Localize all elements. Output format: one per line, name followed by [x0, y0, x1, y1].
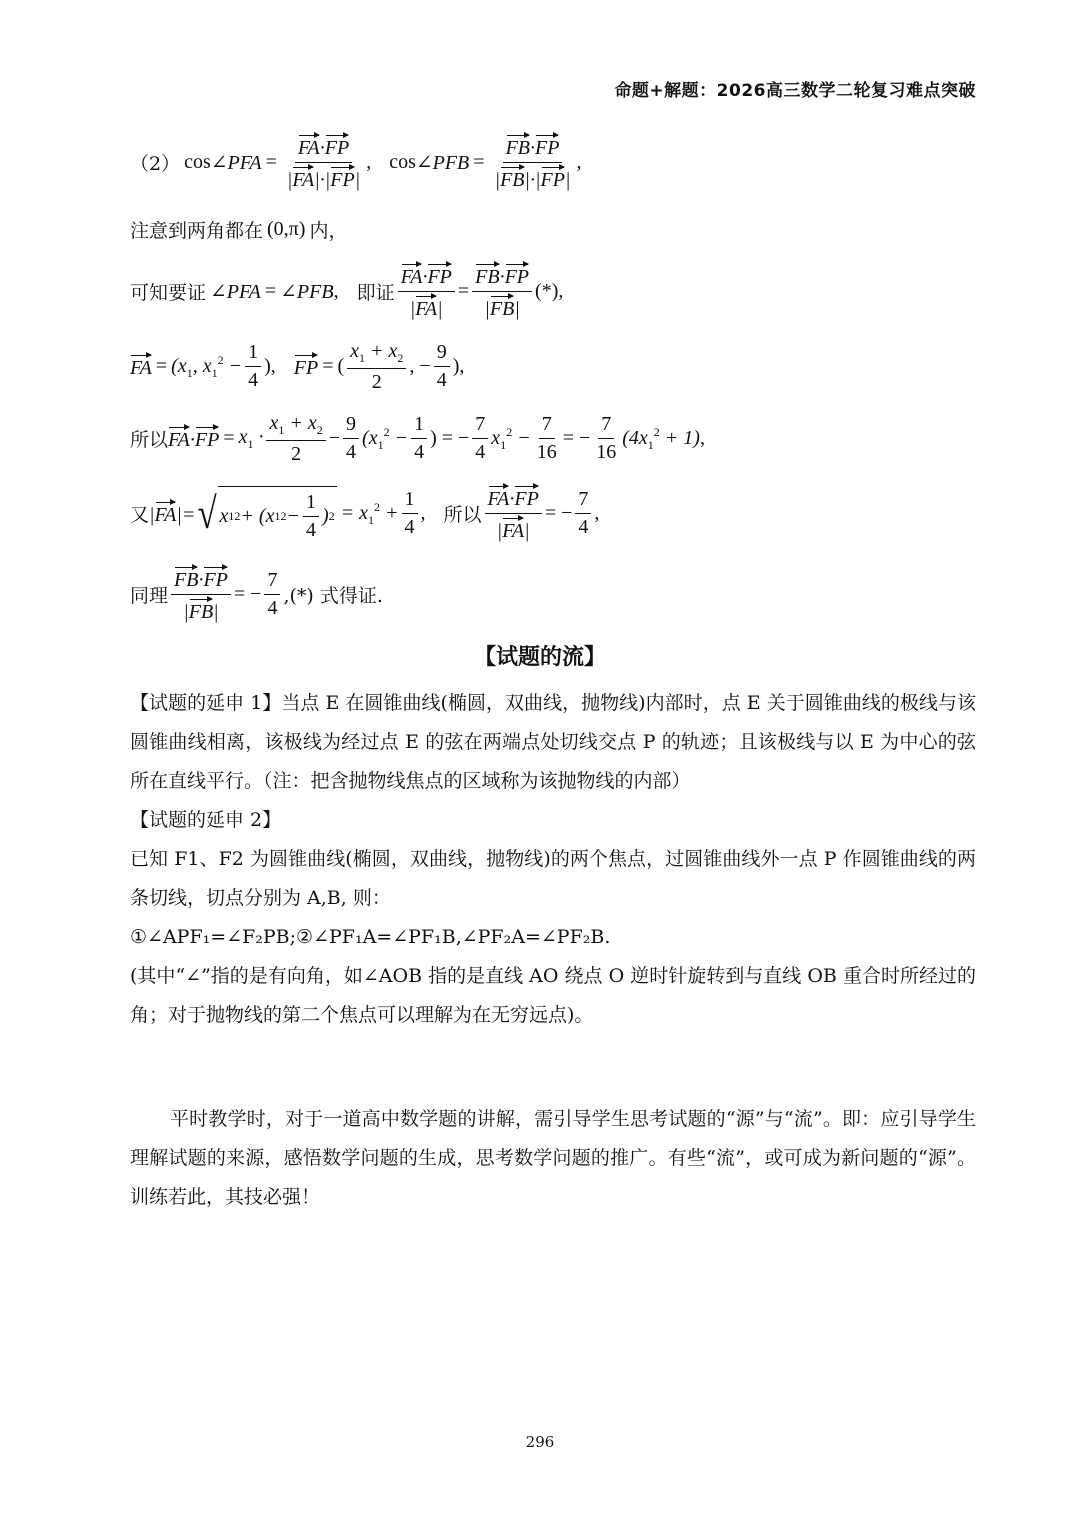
extension-2-text: 已知 F1、F2 为圆锥曲线(椭圆，双曲线，抛物线)的两个焦点，过圆锥曲线外一点 P 作圆锥曲线的两条切线，切点分别为 A,B, 则： — [130, 848, 976, 909]
extension-2-items: ①∠APF₁=∠F₂PB;②∠PF₁A=∠PF₁B,∠PF₂A=∠PF₂B. — [130, 926, 611, 948]
formula-line-norm: 又 |FA|= √ x 1 2 + (x 1 2 − $\frac{1}{4}$ ) 2 = $x_1^2$ + $\frac{1}{4}$ , 所以 $\frac{FA\cdot FP}{|FA|}$ = − $\frac{7}{4}$ , — [130, 484, 599, 543]
extension-1-text: 当点 E 在圆锥曲线(椭圆，双曲线，抛物线)内部时，点 E 关于圆锥曲线的极线与该圆锥曲线相离，该极线为经过点 E 的弦在两端点处切线交点 P 的轨迹；且该极线与以 E 为中心的弦所在直线平行。（注：把含抛物线焦点的区域称为该抛物线的内部） — [130, 692, 976, 792]
fraction-cos-pfa: $\frac{FA\cdot FP}{|FA|\cdot|FP|}$ — [284, 133, 363, 192]
formula-line-dot-product: 所以 FA·FP = $x_1$ · $\frac{x_1 + x_2}{2}$ − $\frac{9}{4}$ ($x_1^2$ − $\frac{1}{4}$ ) = − $\frac{7}{4}$ $x_1^2$ − $\frac{7}{16}$ = − $\frac{7}{16}$ $(4x_1^2 + 1)$ , — [130, 412, 705, 465]
closing-paragraph: 平时教学时，对于一道高中数学题的讲解，需引导学生思考试题的“源”与“流”。即：应引导学生理解试题的来源，感悟数学问题的生成，思考数学问题的推广。有些“流”，或可成为新问题的“源”。训练若此，其技必强！ — [130, 1108, 976, 1208]
interval: (0,π) — [267, 218, 306, 240]
formula-line-similarly: 同理 $\frac{FB\cdot FP}{|FB|}$ = − $\frac{7}{4}$ ,(*) 式得证. — [130, 565, 383, 624]
extension-2-label: 【试题的延申 2】 — [130, 809, 282, 831]
part-label: （2） — [130, 153, 181, 175]
formula-line-vectors: FA = ($x_1$, $x_1^2$ − $\frac{1}{4}$ ), FP = ( $\frac{x_1 + x_2}{2}$ , − $\frac{9}{4}$ ), — [130, 340, 465, 393]
section-title: 【试题的流】 — [473, 645, 606, 670]
formula-line-to-prove: 可知要证 ∠PFA = ∠PFB , 即证 $\frac{FA\cdot FP}{|FA|}$ = $\frac{FB\cdot FP}{|FB|}$ (*) , — [130, 262, 563, 321]
formula-line-cos: （2） cos ∠PFA = $\frac{FA\cdot FP}{|FA|\cdot|FP|}$ , cos ∠PFB = $\frac{FB\cdot FP}{|FB|\cdot|FP|}$ , — [130, 133, 581, 192]
square-root: √ x 1 2 + (x 1 2 − $\frac{1}{4}$ ) 2 — [195, 486, 336, 542]
extension-1-label: 【试题的延申 1】 — [130, 692, 282, 714]
page-number: 296 — [525, 1433, 555, 1451]
extension-1 — [130, 684, 976, 801]
text-line-interval: 注意到两角都在 (0,π) 内， — [130, 218, 348, 242]
extensions-block — [130, 684, 976, 1035]
extension-2-note: (其中“∠”指的是有向角，如∠AOB 指的是直线 AO 绕点 O 逆时针旋转到与直线 OB 重合时所经过的角；对于抛物线的第二个焦点可以理解为在无穷远点)。 — [130, 965, 976, 1026]
fraction-cos-pfb: $\frac{FB\cdot FP}{|FB|\cdot|FP|}$ — [492, 133, 574, 192]
closing-paragraph-block — [130, 1100, 976, 1217]
running-header: 命题+解题：2026高三数学二轮复习难点突破 — [614, 81, 976, 101]
